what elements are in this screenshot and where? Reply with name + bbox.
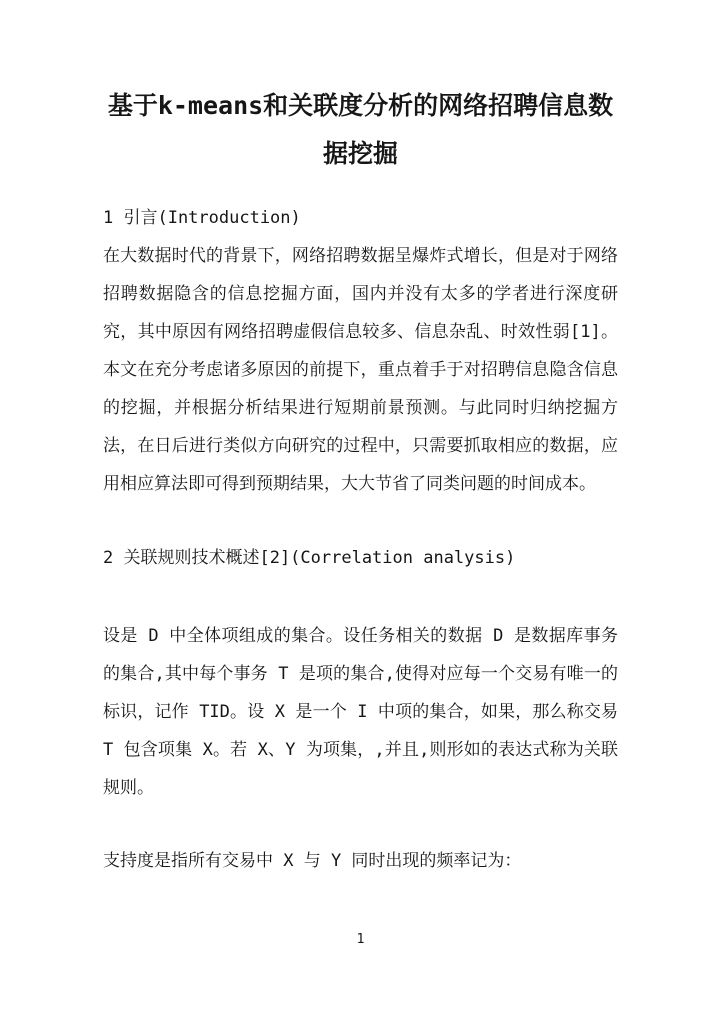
section-heading-introduction: 1 引言(Introduction) (103, 208, 301, 228)
section-introduction (103, 199, 618, 503)
paragraph-introduction: 在大数据时代的背景下，网络招聘数据呈爆炸式增长，但是对于网络招聘数据隐含的信息挖掘方面，国内并没有太多的学者进行深度研究，其中原因有网络招聘虚假信息较多、信息杂乱、时效性弱[1]。本文在充分考虑诸多原因的前提下，重点着手于对招聘信息隐含信息的挖掘，并根据分析结果进行短期前景预测。与此同时归纳挖掘方法，在日后进行类似方向研究的过程中，只需要抓取相应的数据，应用相应算法即可得到预期结果，大大节省了同类问题的时间成本。 (103, 246, 618, 494)
document-content (103, 0, 618, 880)
paragraph-association-rules: 设是 D 中全体项组成的集合。设任务相关的数据 D 是数据库事务的集合,其中每个事务 T 是项的集合,使得对应每一个交易有唯一的标识，记作 TID。设 X 是一个 I 中项的集合，如果，那么称交易 T 包含项集 X。若 X、Y 为项集，,并且,则形如的表达式称为关联规则。 (103, 626, 618, 798)
section-heading-correlation-analysis: 2 关联规则技术概述[2](Correlation analysis) (103, 548, 516, 568)
section-correlation-analysis (103, 539, 618, 880)
page-footer (0, 928, 721, 947)
paragraph-support-definition: 支持度是指所有交易中 X 与 Y 同时出现的频率记为： (103, 851, 522, 871)
page-number: 1 (356, 932, 365, 947)
document-title: 基于k-means和关联度分析的网络招聘信息数据挖掘 (107, 91, 614, 168)
